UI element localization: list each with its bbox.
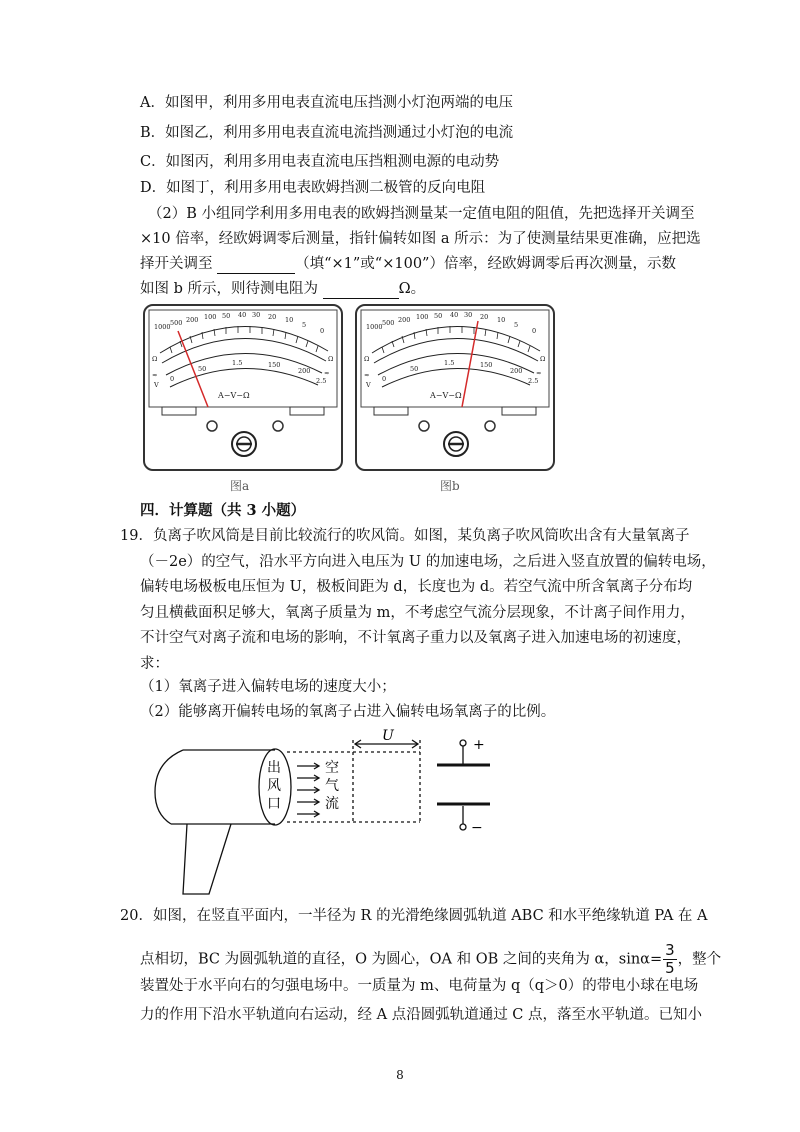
u-label: U xyxy=(382,728,394,744)
q19-sub2: （2）能够离开偏转电场的氧离子占进入偏转电场氧离子的比例。 xyxy=(140,704,556,720)
page-number: 8 xyxy=(396,1068,404,1082)
q20-line3: 装置处于水平向右的匀强电场中。一质量为 m、电荷量为 q（q＞0）的带电小球在电场 xyxy=(140,978,699,994)
air-char-3: 流 xyxy=(325,796,339,812)
meter-a xyxy=(144,305,342,470)
meter-b xyxy=(356,305,554,470)
q18-2-line1: （2）B 小组同学利用多用电表的欧姆挡测量某一定值电阻的阻值，先把选择开关调至 xyxy=(148,206,695,222)
section-title: 四．计算题（共 3 小题） xyxy=(140,502,306,519)
q19-line2: （－2e）的空气，沿水平方向进入电压为 U 的加速电场，之后进入竖直放置的偏转电场， xyxy=(140,554,716,570)
answer-blank-resistance[interactable] xyxy=(323,282,399,299)
q20-line2a: 点相切，BC 为圆弧轨道的直径，O 为圆心，OA 和 OB 之间的夹角为 α，sinα= xyxy=(140,951,663,968)
label-fig-a: 图a xyxy=(230,479,250,493)
meter-figures xyxy=(140,303,560,495)
frac-num: 3 xyxy=(665,941,675,959)
q20-line4: 力的作用下沿水平轨道向右运动，经 A 点沿圆弧轨道通过 C 点，落至水平轨道。已知小 xyxy=(140,1007,702,1023)
option-a: A．如图甲，利用多用电表直流电压挡测小灯泡两端的电压 xyxy=(140,95,513,111)
q18-2-line3a: 择开关调至 xyxy=(140,256,218,272)
q19-sub1: （1）氧离子进入偏转电场的速度大小； xyxy=(140,679,396,695)
q18-2-line4 xyxy=(140,279,425,299)
answer-blank-range[interactable] xyxy=(217,257,295,274)
q20-line1: 20．如图，在竖直平面内，一半径为 R 的光滑绝缘圆弧轨道 ABC 和水平绝缘轨道 PA 在 A xyxy=(120,908,708,924)
q20-line2 xyxy=(140,942,721,977)
option-d: D．如图丁，利用多用电表欧姆挡测二极管的反向电阻 xyxy=(140,180,486,196)
q19-line1: 19．负离子吹风筒是目前比较流行的吹风筒。如图，某负离子吹风筒吹出含有大量氧离子 xyxy=(120,528,690,544)
outlet-char-1: 出 xyxy=(267,760,281,776)
outlet-char-3: 口 xyxy=(267,796,281,812)
label-fig-b: 图b xyxy=(440,479,460,493)
q19-line3: 偏转电场极板电压恒为 U，极板间距为 d，长度也为 d。若空气流中所含氧离子分布均 xyxy=(140,579,693,595)
q19-line6: 求： xyxy=(140,656,169,672)
q18-2-line2: ×10 倍率，经欧姆调零后测量，指针偏转如图 a 所示：为了使测量结果更准确，应把选 xyxy=(140,231,701,247)
hair-dryer-figure xyxy=(135,722,515,902)
q18-2-line4b: Ω。 xyxy=(398,281,426,297)
air-char-2: 气 xyxy=(325,778,339,794)
q18-2-line3 xyxy=(140,254,676,274)
plus-label: + xyxy=(473,737,485,753)
q18-2-line3b: （填“×1”或“×100”）倍率，经欧姆调零后再次测量，示数 xyxy=(295,256,676,272)
q19-line4: 匀且横截面积足够大，氧离子质量为 m，不考虑空气流分层现象，不计离子间作用力， xyxy=(140,605,695,621)
option-b: B．如图乙，利用多用电表直流电流挡测通过小灯泡的电流 xyxy=(140,125,514,141)
minus-label: − xyxy=(471,820,483,836)
q18-2-line4a: 如图 b 所示，则待测电阻为 xyxy=(140,281,323,297)
frac-den: 5 xyxy=(665,959,675,977)
air-char-1: 空 xyxy=(325,760,339,776)
outlet-char-2: 风 xyxy=(267,778,281,794)
fraction-3-5 xyxy=(663,942,677,977)
option-c: C．如图丙，利用多用电表直流电压挡粗测电源的电动势 xyxy=(140,154,500,170)
q19-line5: 不计空气对离子流和电场的影响，不计氧离子重力以及氧离子进入加速电场的初速度， xyxy=(140,630,691,646)
q20-line2b: ，整个 xyxy=(677,951,722,968)
